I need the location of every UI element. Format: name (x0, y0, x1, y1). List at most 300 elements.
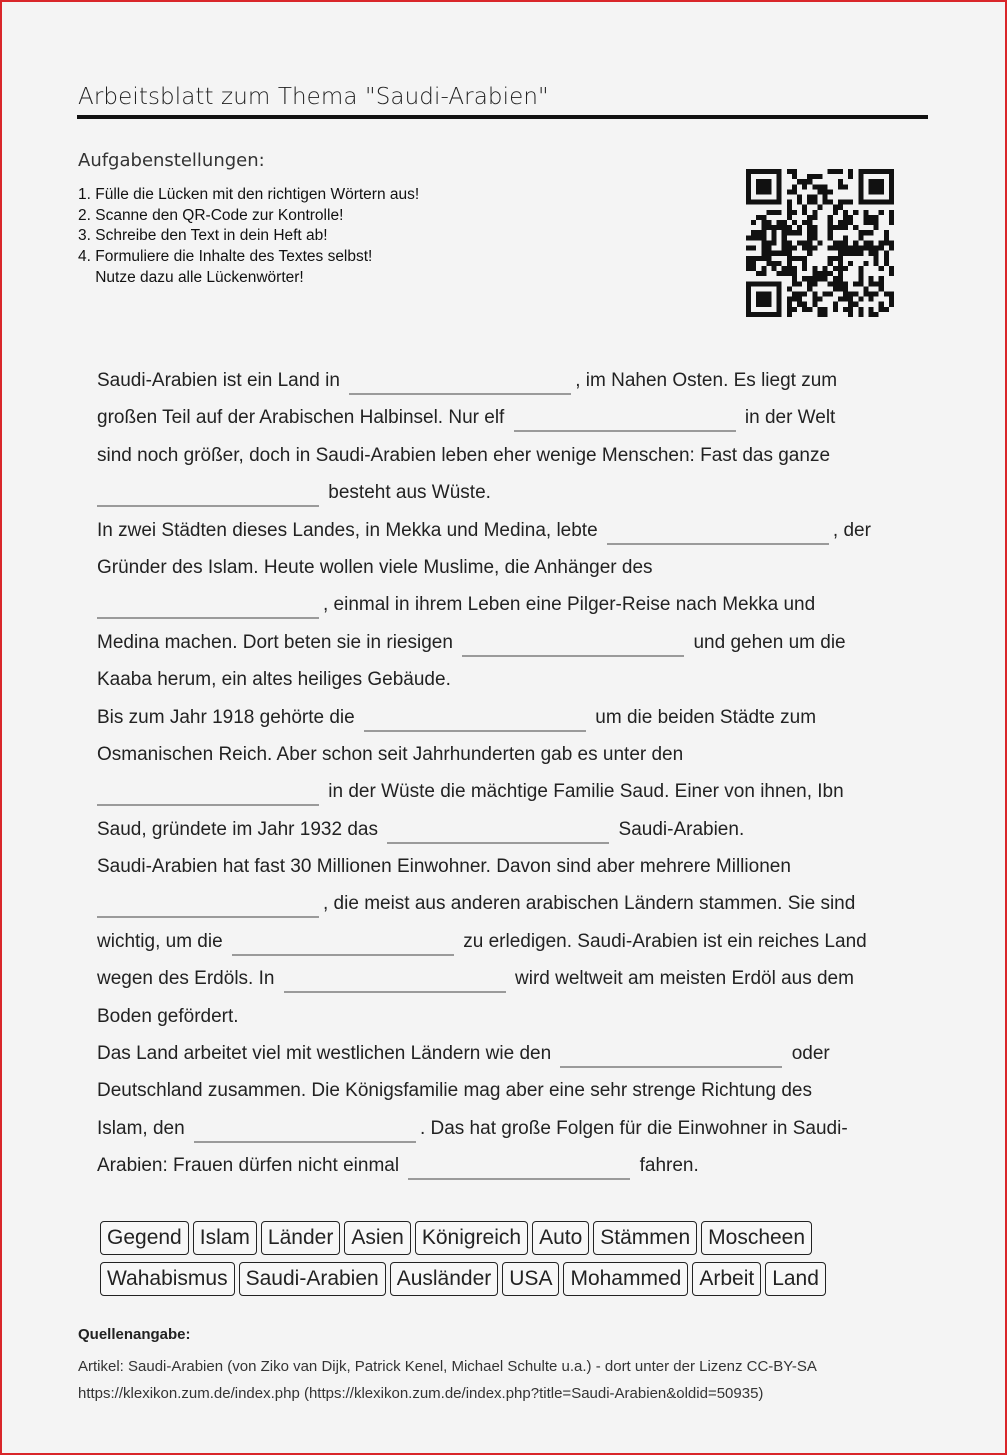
blank-gap[interactable] (97, 479, 319, 507)
qr-module (823, 200, 828, 205)
text-segment: Medina machen. Dort beten sie in riesigen (97, 631, 459, 653)
text-segment: großen Teil auf der Arabischen Halbinsel. Nur elf (97, 407, 510, 429)
text-segment: Kaaba herum, ein altes heiliges Gebäude. (97, 669, 451, 691)
qr-module (802, 256, 807, 261)
qr-module (802, 184, 807, 189)
source-text (78, 1353, 817, 1407)
qr-module (812, 235, 817, 240)
qr-module (817, 189, 822, 194)
qr-module (848, 302, 853, 307)
qr-module (792, 174, 797, 179)
qr-module (889, 169, 894, 174)
qr-module (863, 210, 868, 215)
qr-module (792, 271, 797, 276)
qr-module (879, 266, 884, 271)
qr-module (812, 210, 817, 215)
text-segment: , einmal in ihrem Leben eine Pilger-Reise nach Mekka und (323, 594, 816, 616)
qr-module (807, 307, 812, 312)
qr-module (802, 210, 807, 215)
qr-module (823, 307, 828, 312)
qr-module (843, 266, 848, 271)
qr-module (843, 200, 848, 205)
text-segment: Deutschland zusammen. Die Königsfamilie mag aber eine sehr strenge Richtung des (97, 1080, 812, 1102)
qr-module (848, 220, 853, 225)
word-chip[interactable]: Arbeit (692, 1262, 761, 1296)
qr-module (761, 291, 766, 296)
qr-module (838, 297, 843, 302)
word-chip[interactable]: Saudi-Arabien (239, 1262, 386, 1296)
qr-module (807, 174, 812, 179)
qr-module (889, 302, 894, 307)
qr-module (766, 225, 771, 230)
qr-module (756, 169, 761, 174)
text-segment: , die meist aus anderen arabischen Ländern stammen. Sie sind (323, 893, 856, 915)
qr-module (792, 256, 797, 261)
blank-gap[interactable] (607, 517, 829, 545)
qr-module (772, 281, 777, 286)
qr-module (802, 307, 807, 312)
word-chip[interactable]: Stämmen (593, 1221, 697, 1255)
qr-module (858, 169, 863, 174)
qr-module (772, 200, 777, 205)
qr-module (838, 261, 843, 266)
qr-module (797, 297, 802, 302)
qr-module (833, 286, 838, 291)
blank-gap[interactable] (364, 704, 586, 732)
qr-module (761, 297, 766, 302)
text-segment: , im Nahen Osten. Es liegt zum (575, 370, 838, 391)
qr-module (746, 200, 751, 205)
qr-module (868, 184, 873, 189)
word-chip[interactable]: Auto (532, 1221, 589, 1255)
text-line (97, 474, 927, 511)
qr-module (766, 246, 771, 251)
text-segment: wichtig, um die (97, 930, 228, 952)
qr-module (874, 291, 879, 296)
qr-module (772, 312, 777, 317)
qr-module (858, 174, 863, 179)
qr-module (802, 179, 807, 184)
qr-module (787, 266, 792, 271)
qr-module (828, 169, 833, 174)
qr-module (807, 246, 812, 251)
qr-module (828, 291, 833, 296)
qr-module (879, 281, 884, 286)
qr-module (782, 235, 787, 240)
text-line (97, 848, 927, 885)
qr-module (838, 225, 843, 230)
qr-module (802, 205, 807, 210)
qr-module (828, 281, 833, 286)
text-segment: besteht aus Wüste. (323, 482, 491, 504)
qr-module (843, 240, 848, 245)
word-chip[interactable]: Asien (344, 1221, 411, 1255)
qr-module (761, 189, 766, 194)
qr-module (868, 246, 873, 251)
qr-module (833, 266, 838, 271)
qr-module (874, 261, 879, 266)
text-line (97, 512, 927, 549)
blank-gap[interactable] (97, 778, 319, 806)
text-segment: um die beiden Städte zum (590, 706, 817, 728)
qr-module (858, 246, 863, 251)
qr-module (782, 220, 787, 225)
qr-module (853, 281, 858, 286)
qr-module (797, 240, 802, 245)
qr-module (746, 297, 751, 302)
qr-module (807, 220, 812, 225)
qr-module (828, 189, 833, 194)
qr-module (879, 276, 884, 281)
qr-module (746, 169, 751, 174)
qr-module (746, 302, 751, 307)
qr-module (772, 210, 777, 215)
text-segment: Islam, den (97, 1117, 190, 1139)
qr-module (828, 256, 833, 261)
qr-module (863, 230, 868, 235)
qr-module (792, 297, 797, 302)
qr-module (761, 251, 766, 256)
qr-module (787, 205, 792, 210)
task-item: 3. Schreibe den Text in dein Heft ab! (78, 227, 328, 245)
qr-module (874, 189, 879, 194)
qr-module (838, 266, 843, 271)
qr-module (843, 210, 848, 215)
qr-module (874, 281, 879, 286)
qr-module (797, 200, 802, 205)
qr-module (843, 215, 848, 220)
qr-module (838, 286, 843, 291)
qr-module (853, 246, 858, 251)
qr-module (853, 302, 858, 307)
qr-module (853, 251, 858, 256)
text-segment: fahren. (634, 1155, 699, 1177)
qr-module (879, 240, 884, 245)
qr-module (823, 189, 828, 194)
qr-module (858, 189, 863, 194)
qr-module (843, 251, 848, 256)
qr-module (756, 200, 761, 205)
word-chip[interactable]: Königreich (415, 1221, 528, 1255)
qr-module (797, 230, 802, 235)
qr-module (777, 210, 782, 215)
qr-module (858, 312, 863, 317)
qr-module (787, 240, 792, 245)
word-chip[interactable]: Ausländer (390, 1262, 499, 1296)
blank-gap[interactable] (514, 404, 736, 432)
qr-module (766, 297, 771, 302)
qr-module (823, 184, 828, 189)
qr-module (761, 220, 766, 225)
qr-module (756, 235, 761, 240)
task-item: 2. Scanne den QR-Code zur Kontrolle! (78, 206, 344, 224)
qr-module (828, 235, 833, 240)
qr-module (863, 200, 868, 205)
qr-module (802, 246, 807, 251)
qr-module (792, 220, 797, 225)
qr-module (838, 200, 843, 205)
qr-module (823, 276, 828, 281)
qr-module (761, 240, 766, 245)
qr-module (823, 266, 828, 271)
qr-module (863, 291, 868, 296)
qr-module (751, 169, 756, 174)
qr-module (761, 230, 766, 235)
blank-gap[interactable] (232, 928, 454, 956)
blank-gap[interactable] (349, 367, 571, 395)
qr-module (751, 261, 756, 266)
qr-module (884, 240, 889, 245)
qr-module (751, 220, 756, 225)
qr-module (843, 297, 848, 302)
qr-module (777, 281, 782, 286)
qr-module (858, 276, 863, 281)
qr-module (797, 179, 802, 184)
qr-module (761, 281, 766, 286)
blank-gap[interactable] (462, 629, 684, 657)
text-line (97, 399, 927, 436)
qr-module (874, 312, 879, 317)
qr-module (777, 271, 782, 276)
qr-module (817, 271, 822, 276)
qr-module (787, 297, 792, 302)
qr-module (868, 281, 873, 286)
qr-module (766, 240, 771, 245)
blank-gap[interactable] (560, 1040, 782, 1068)
word-chip[interactable]: Islam (193, 1221, 257, 1255)
qr-module (782, 240, 787, 245)
qr-module (853, 240, 858, 245)
task-list (78, 185, 419, 289)
qr-module (777, 307, 782, 312)
text-line (97, 362, 927, 399)
text-line (97, 885, 927, 922)
text-segment: Das Land arbeitet viel mit westlichen Ländern wie den (97, 1043, 557, 1065)
qr-module (863, 286, 868, 291)
qr-module (756, 291, 761, 296)
word-chip[interactable]: Gegend (100, 1221, 189, 1255)
qr-module (843, 235, 848, 240)
task-item: 1. Fülle die Lücken mit den richtigen Wörtern aus! (78, 186, 420, 203)
qr-module (843, 225, 848, 230)
text-segment: Saud, gründete im Jahr 1932 das (97, 818, 384, 840)
qr-module (838, 276, 843, 281)
text-segment: , der (832, 519, 871, 541)
qr-module (812, 266, 817, 271)
qr-module (782, 271, 787, 276)
qr-module (812, 230, 817, 235)
qr-module (802, 266, 807, 271)
text-line (97, 1035, 927, 1072)
qr-module (787, 312, 792, 317)
qr-module (766, 200, 771, 205)
qr-module (889, 297, 894, 302)
qr-module (772, 235, 777, 240)
qr-module (868, 297, 873, 302)
task-item: Nutze dazu alle Lückenwörter! (78, 268, 304, 286)
qr-module (766, 302, 771, 307)
qr-module (761, 200, 766, 205)
qr-module (751, 200, 756, 205)
qr-module (761, 184, 766, 189)
qr-module (756, 189, 761, 194)
word-chip[interactable]: Moscheen (701, 1221, 812, 1255)
qr-module (843, 291, 848, 296)
qr-module (756, 281, 761, 286)
qr-module (802, 291, 807, 296)
qr-module (848, 169, 853, 174)
qr-module (746, 286, 751, 291)
qr-module (787, 200, 792, 205)
qr-module (817, 276, 822, 281)
qr-module (879, 189, 884, 194)
qr-module (838, 240, 843, 245)
qr-module (863, 240, 868, 245)
qr-module (848, 215, 853, 220)
qr-module (823, 312, 828, 317)
qr-module (772, 230, 777, 235)
qr-module (828, 230, 833, 235)
word-bank-row (100, 1221, 826, 1255)
qr-module (868, 220, 873, 225)
blank-gap[interactable] (408, 1152, 630, 1180)
qr-code-icon (746, 167, 894, 319)
qr-module (766, 291, 771, 296)
qr-module (874, 215, 879, 220)
qr-module (889, 174, 894, 179)
qr-module (868, 200, 873, 205)
qr-module (746, 184, 751, 189)
qr-module (889, 220, 894, 225)
word-chip[interactable]: Mohammed (563, 1262, 688, 1296)
qr-module (884, 235, 889, 240)
blank-gap[interactable] (97, 890, 319, 918)
qr-module (777, 291, 782, 296)
qr-module (817, 240, 822, 245)
qr-module (868, 251, 873, 256)
qr-module (807, 195, 812, 200)
qr-module (833, 302, 838, 307)
qr-module (879, 307, 884, 312)
qr-module (838, 179, 843, 184)
qr-module (761, 225, 766, 230)
qr-module (889, 184, 894, 189)
qr-module (889, 215, 894, 220)
text-segment: Osmanischen Reich. Aber schon seit Jahrhunderten gab es unter den (97, 743, 684, 765)
qr-module (766, 256, 771, 261)
qr-module (777, 261, 782, 266)
text-line (97, 736, 927, 773)
qr-module (838, 251, 843, 256)
qr-module (787, 215, 792, 220)
qr-module (802, 302, 807, 307)
qr-module (797, 291, 802, 296)
qr-module (884, 230, 889, 235)
qr-module (828, 220, 833, 225)
text-segment: . Das hat große Folgen für die Einwohner in Saudi- (419, 1117, 848, 1139)
word-chip[interactable]: Länder (261, 1221, 340, 1255)
qr-module (782, 230, 787, 235)
qr-module (797, 256, 802, 261)
qr-module (792, 210, 797, 215)
qr-module (879, 169, 884, 174)
word-chip[interactable]: Wahabismus (100, 1262, 235, 1296)
text-line (97, 699, 927, 736)
word-chip[interactable]: USA (502, 1262, 559, 1296)
text-line (97, 661, 927, 698)
qr-module (838, 184, 843, 189)
qr-module (777, 225, 782, 230)
qr-module (889, 210, 894, 215)
qr-module (802, 240, 807, 245)
text-segment: Arabien: Frauen dürfen nicht einmal (97, 1155, 405, 1177)
qr-module (807, 179, 812, 184)
source-heading: Quellenangabe: (78, 1326, 191, 1343)
qr-module (838, 281, 843, 286)
qr-module (848, 307, 853, 312)
qr-module (792, 266, 797, 271)
qr-module (879, 200, 884, 205)
blank-gap[interactable] (284, 965, 506, 993)
qr-module (848, 200, 853, 205)
page-title: Arbeitsblatt zum Thema "Saudi-Arabien" (78, 84, 549, 110)
qr-module (787, 251, 792, 256)
qr-module (787, 271, 792, 276)
qr-module (777, 179, 782, 184)
qr-module (746, 189, 751, 194)
qr-module (817, 312, 822, 317)
qr-module (889, 189, 894, 194)
qr-module (772, 251, 777, 256)
qr-module (848, 312, 853, 317)
qr-module (858, 307, 863, 312)
word-chip[interactable]: Land (765, 1262, 826, 1296)
qr-module (817, 205, 822, 210)
text-line (97, 437, 927, 474)
qr-module (848, 297, 853, 302)
qr-module (777, 189, 782, 194)
blank-gap[interactable] (194, 1115, 416, 1143)
qr-module (838, 271, 843, 276)
qr-module (889, 240, 894, 245)
qr-module (766, 184, 771, 189)
text-line (97, 624, 927, 661)
qr-module (858, 266, 863, 271)
qr-module (848, 246, 853, 251)
qr-module (812, 302, 817, 307)
qr-module (884, 200, 889, 205)
qr-module (812, 195, 817, 200)
blank-gap[interactable] (387, 816, 609, 844)
qr-module (833, 210, 838, 215)
qr-module (792, 230, 797, 235)
qr-module (817, 297, 822, 302)
qr-module (766, 251, 771, 256)
qr-module (828, 215, 833, 220)
qr-module (772, 169, 777, 174)
text-segment: Bis zum Jahr 1918 gehörte die (97, 706, 360, 728)
text-segment: Saudi-Arabien. (613, 818, 745, 840)
qr-module (868, 276, 873, 281)
blank-gap[interactable] (97, 591, 319, 619)
qr-module (828, 246, 833, 251)
qr-module (777, 169, 782, 174)
qr-module (787, 261, 792, 266)
qr-module (772, 225, 777, 230)
qr-module (766, 261, 771, 266)
qr-module (751, 256, 756, 261)
qr-module (889, 179, 894, 184)
